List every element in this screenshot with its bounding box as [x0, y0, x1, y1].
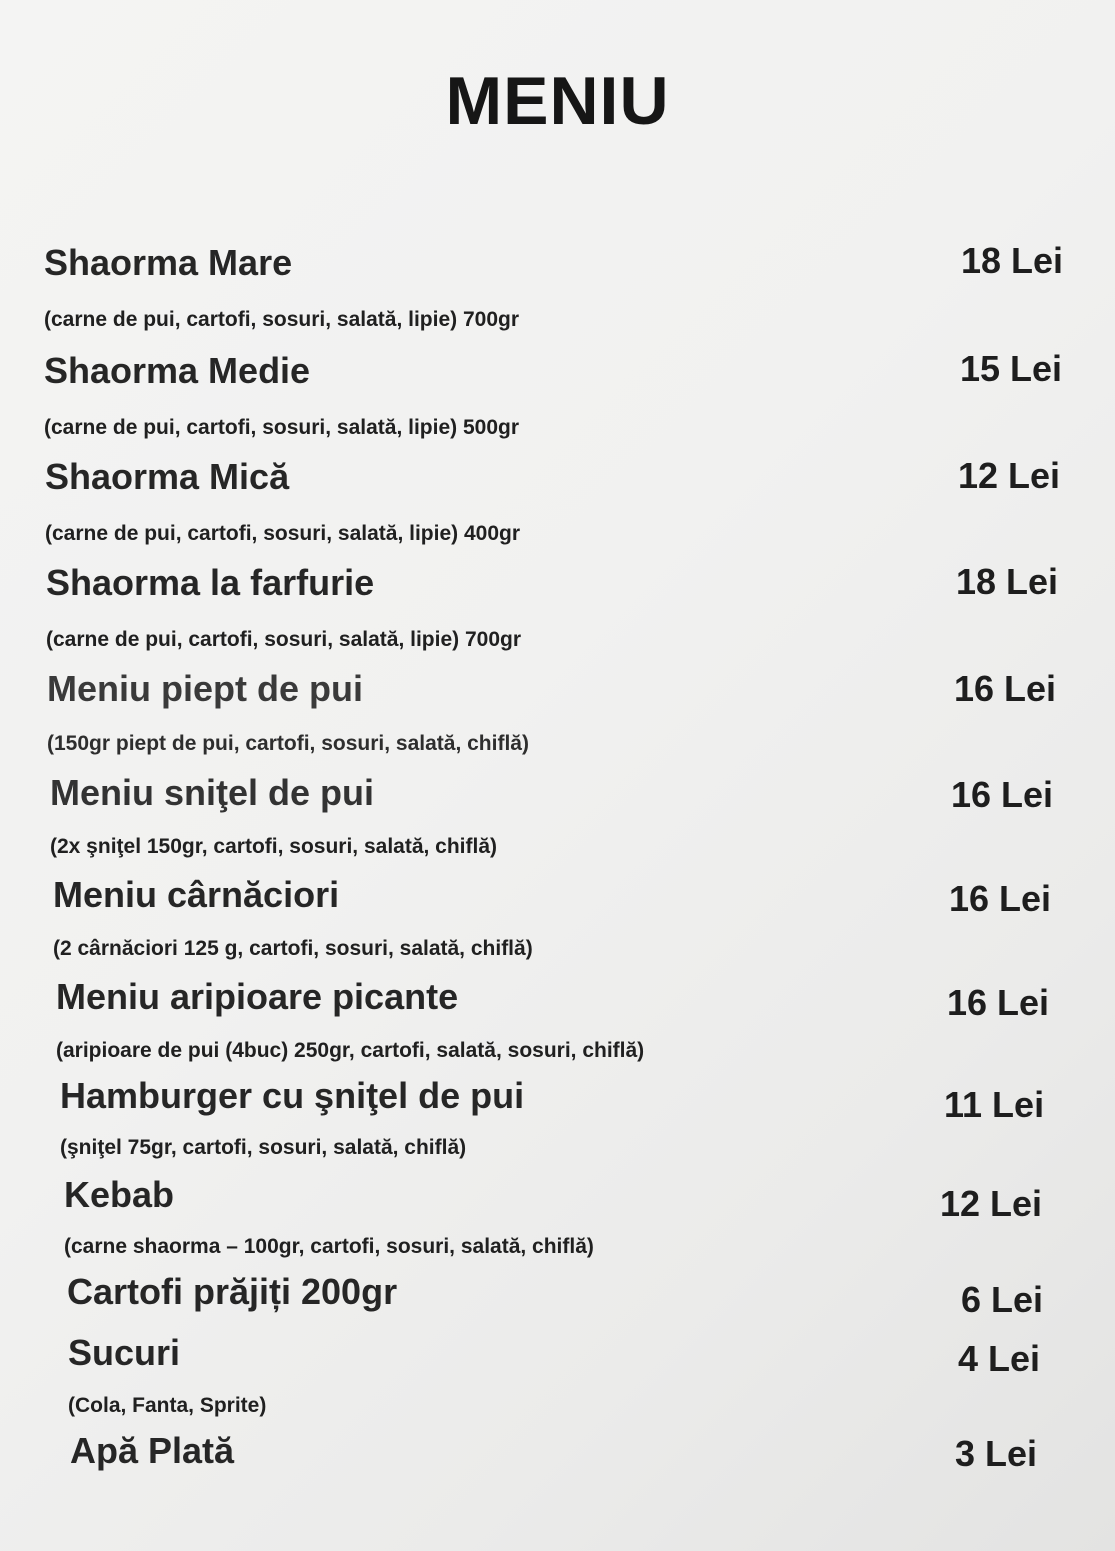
item-description: (150gr piept de pui, cartofi, sosuri, salată, chiflă) — [47, 732, 529, 755]
menu-title: MENIU — [445, 63, 670, 139]
item-name: Apă Plată — [70, 1430, 235, 1471]
item-name: Shaorma Mică — [45, 456, 290, 497]
item-name: Meniu piept de pui — [47, 668, 363, 709]
item-description: (carne shaorma – 100gr, cartofi, sosuri, salată, chiflă) — [64, 1235, 594, 1258]
item-price: 11 Lei — [944, 1084, 1045, 1125]
item-name: Meniu cârnăciori — [53, 874, 340, 915]
item-description: (2x şniţel 150gr, cartofi, sosuri, salată, chiflă) — [50, 835, 498, 858]
item-price: 18 Lei — [961, 240, 1064, 281]
item-description: (aripioare de pui (4buc) 250gr, cartofi, salată, sosuri, chiflă) — [56, 1039, 645, 1062]
item-description: (şniţel 75gr, cartofi, sosuri, salată, chiflă) — [60, 1136, 467, 1159]
item-price: 16 Lei — [949, 878, 1052, 919]
item-description: (Cola, Fanta, Sprite) — [68, 1394, 267, 1417]
item-description: (carne de pui, cartofi, sosuri, salată, lipie) 700gr — [44, 308, 519, 331]
item-price: 12 Lei — [940, 1183, 1043, 1224]
item-name: Meniu aripioare picante — [56, 976, 459, 1017]
item-description: (2 cârnăciori 125 g, cartofi, sosuri, salată, chiflă) — [53, 937, 533, 960]
item-description: (carne de pui, cartofi, sosuri, salată, lipie) 700gr — [46, 628, 521, 651]
item-price: 15 Lei — [960, 348, 1063, 389]
item-name: Shaorma la farfurie — [46, 562, 375, 603]
item-name: Hamburger cu şniţel de pui — [60, 1075, 525, 1116]
item-price: 3 Lei — [955, 1433, 1038, 1474]
item-name: Meniu sniţel de pui — [50, 772, 375, 813]
item-price: 12 Lei — [958, 455, 1061, 496]
item-name: Shaorma Mare — [44, 242, 293, 283]
item-description: (carne de pui, cartofi, sosuri, salată, lipie) 400gr — [45, 522, 520, 545]
item-price: 6 Lei — [961, 1279, 1044, 1320]
item-price: 16 Lei — [951, 774, 1054, 815]
item-price: 4 Lei — [958, 1338, 1041, 1379]
item-description: (carne de pui, cartofi, sosuri, salată, lipie) 500gr — [44, 416, 519, 439]
item-name: Sucuri — [68, 1332, 181, 1373]
item-name: Kebab — [64, 1174, 175, 1215]
item-price: 16 Lei — [947, 982, 1050, 1023]
item-name: Cartofi prăjiți 200gr — [67, 1271, 398, 1312]
item-name: Shaorma Medie — [44, 350, 311, 391]
item-price: 18 Lei — [956, 561, 1059, 602]
item-price: 16 Lei — [954, 668, 1057, 709]
